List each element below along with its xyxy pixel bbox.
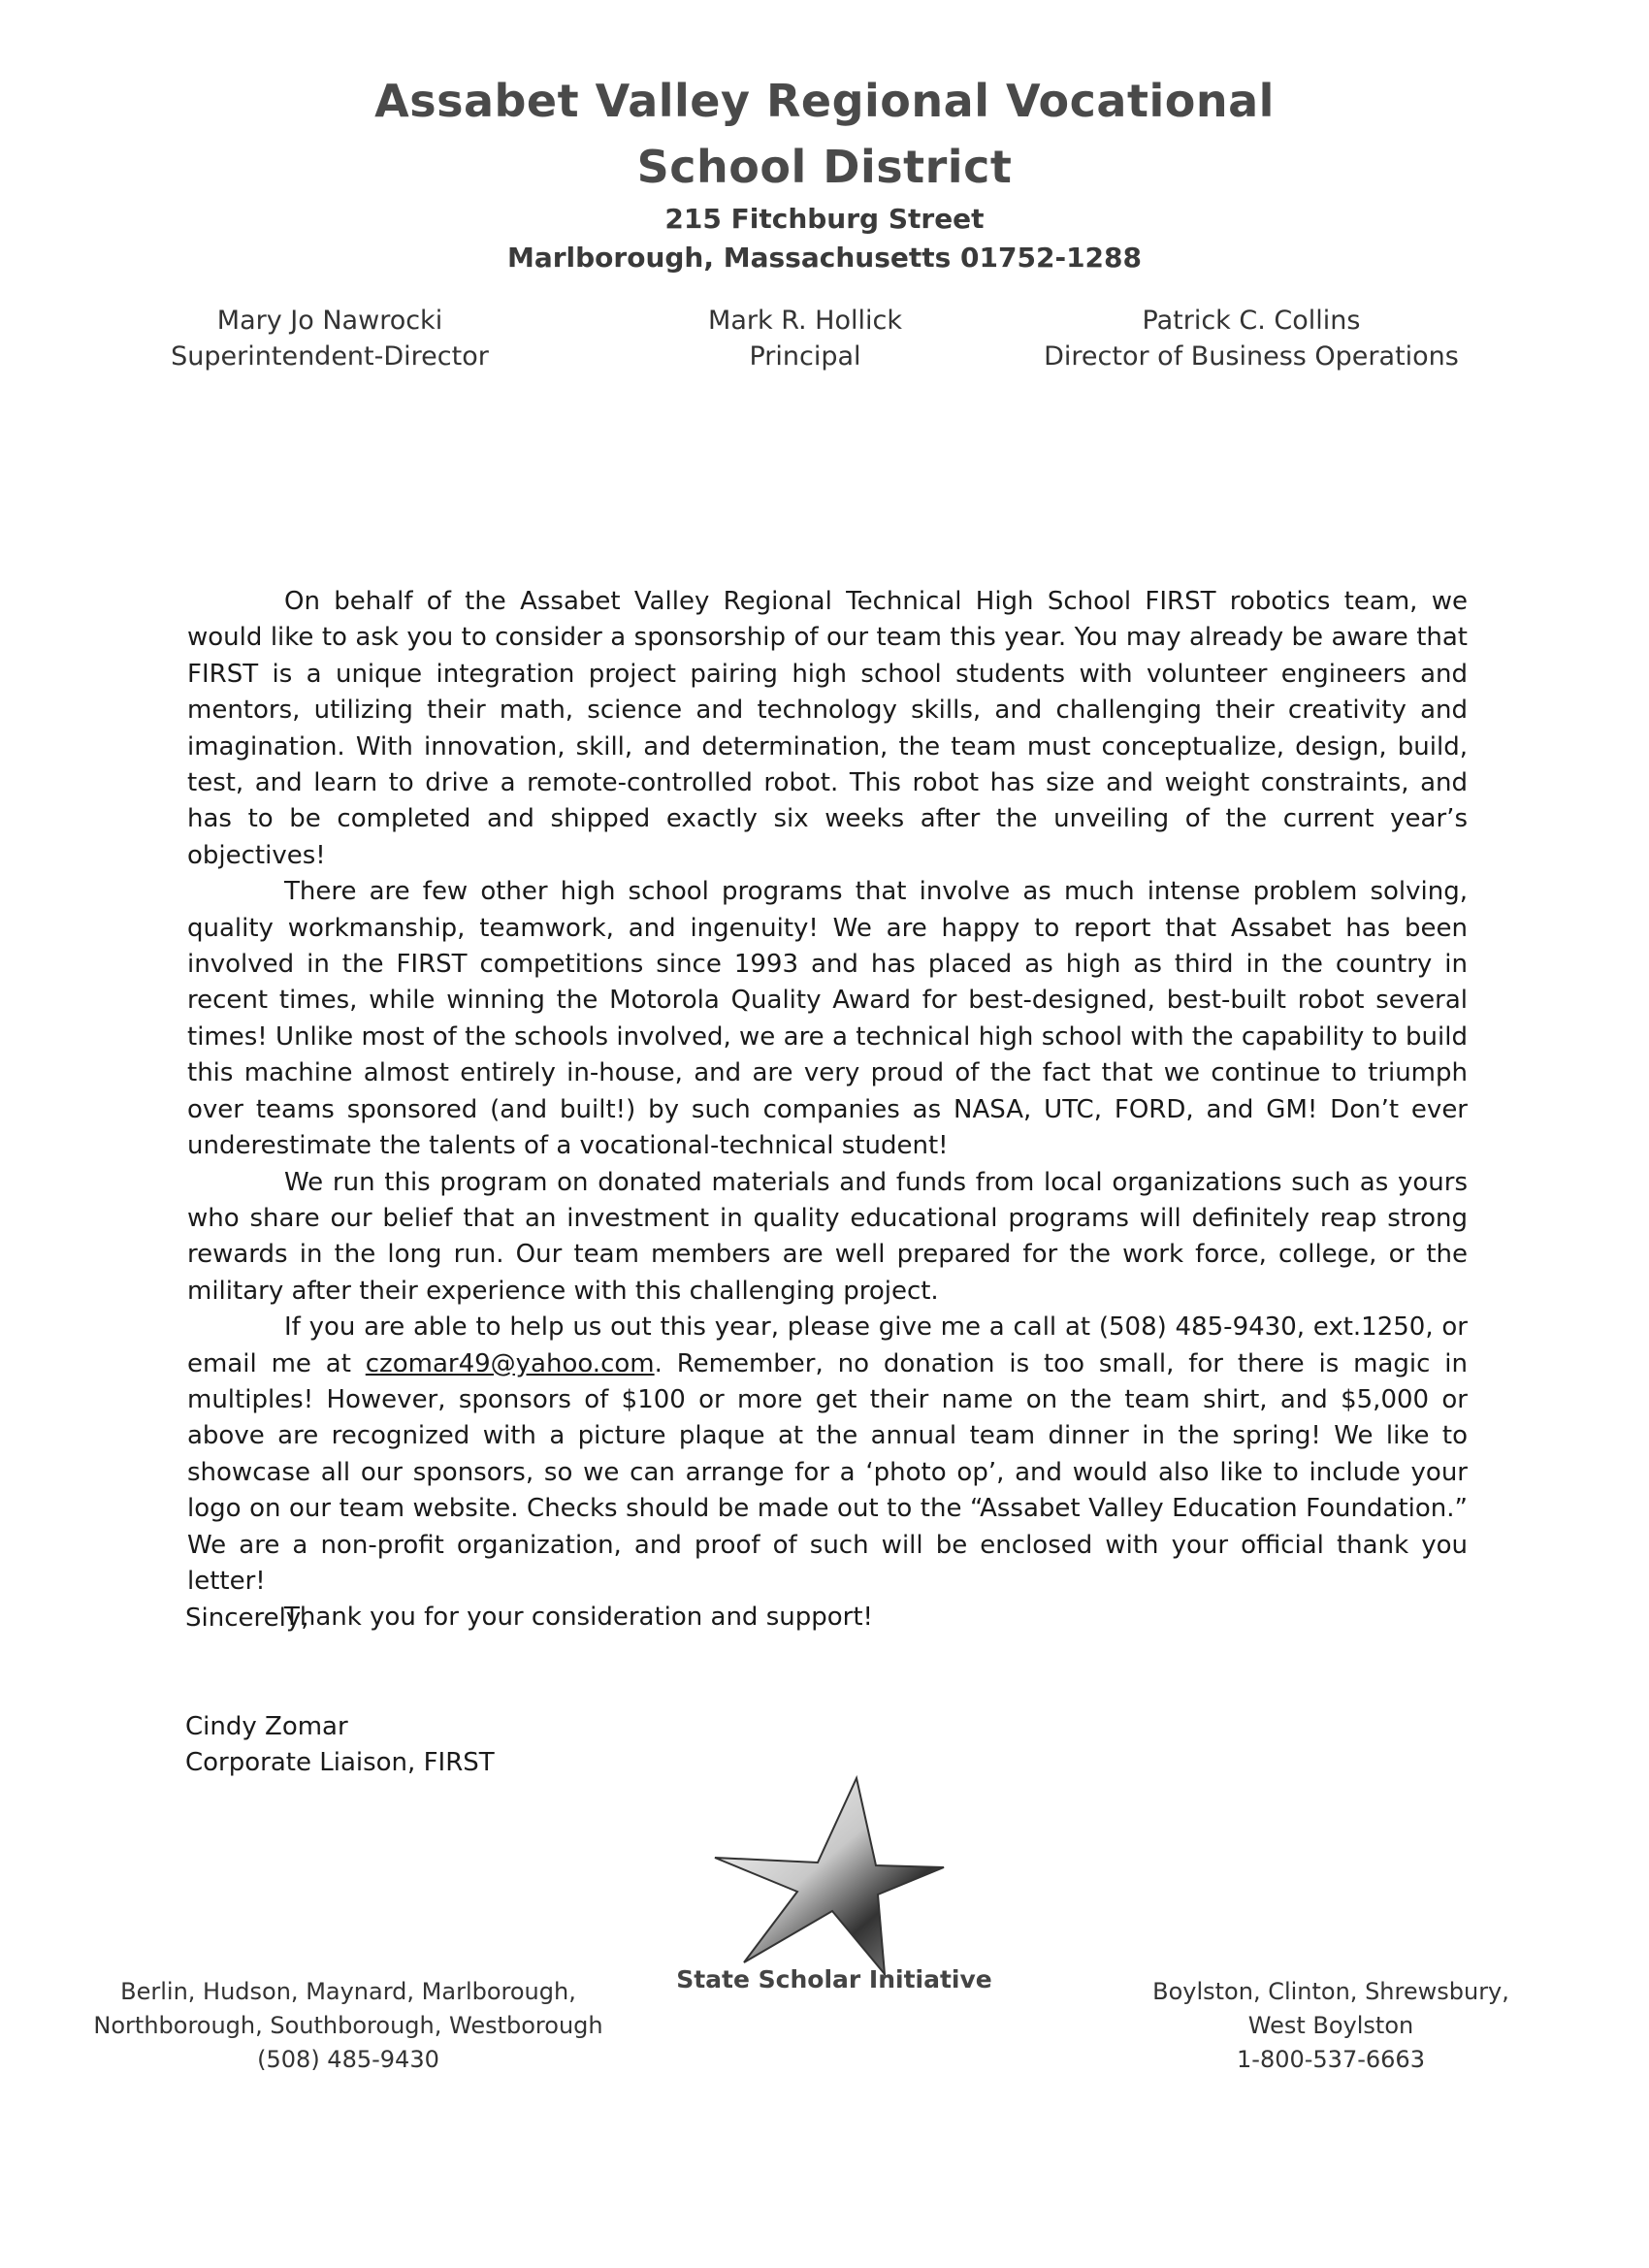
paragraph-5: Thank you for your consideration and support!: [284, 1603, 873, 1633]
footer-left: [57, 1975, 639, 2077]
footer-left-phone: (508) 485-9430: [257, 2046, 439, 2073]
closing: Sincerely,: [185, 1604, 309, 1633]
official-superintendent: [58, 303, 601, 374]
seal-label: State Scholar Initiative: [676, 1965, 992, 1993]
official-title: Superintendent-Director: [171, 341, 489, 372]
city-address: Marlborough, Massachusetts 01752-1288: [506, 242, 1143, 274]
district-name-line1: Assabet Valley Regional Vocational: [374, 75, 1275, 127]
footer-right-towns-2: West Boylston: [1247, 2012, 1414, 2039]
footer-left-towns-2: Northborough, Southborough, Westborough: [93, 2012, 603, 2039]
paragraph-1: On behalf of the Assabet Valley Regional Technical High School FIRST robotics team, we would like to ask you to consider a sponsorship of our team this year. You may already be aware that FIRST is a unique integration project pairing high school students with volunteer engineers and mentors, utilizing their math, science and technology skills, and challenging their creativity and imagination. With innovation, skill, and determination, the team must conceptualize, design, build, test, and learn to drive a remote-controlled robot. This robot has size and weight constraints, and has to be completed and shipped exactly six weeks after the unveiling of the current year’s objectives!: [187, 587, 1468, 870]
official-title: Principal: [749, 341, 861, 372]
paragraph-4-end: . Remember, no donation is too small, for there is magic in multiples! However, sponsors of $100 or more get their name on the team shirt, and $5,000 or above are recognized with a picture plaque at the annual team dinner in the spring! We like to showcase all our sponsors, so we can arrange for a ‘photo op’, and would also like to include your logo on our team website. Checks should be made out to the “Assabet Valley Education Foundation.” We are a non-profit organization, and proof of such will be enclosed with your official thank you letter!: [187, 1348, 1468, 1596]
signature-block: [185, 1709, 495, 1781]
official-business-director: [980, 303, 1523, 374]
official-name: Patrick C. Collins: [1142, 306, 1361, 336]
official-name: Mark R. Hollick: [708, 306, 902, 336]
paragraph-3: We run this program on donated materials and funds from local organizations such as yours who share our belief that an investment in quality educational programs will definitely reap strong rewards in the long run. Our team members are well prepared for the work force, college, or the military after their experience with this challenging project.: [187, 1167, 1468, 1306]
paragraph-4: [187, 1310, 1468, 1600]
official-title: Director of Business Operations: [1044, 341, 1459, 372]
signer-title: Corporate Liaison, FIRST: [185, 1748, 495, 1777]
footer-right-phone: 1-800-537-6663: [1237, 2046, 1425, 2073]
signer-name: Cindy Zomar: [185, 1712, 348, 1741]
email-link[interactable]: czomar49@yahoo.com: [365, 1348, 655, 1378]
official-name: Mary Jo Nawrocki: [216, 306, 443, 336]
paragraph-2: There are few other high school programs that involve as much intense problem solving, quality workmanship, teamwork, and ingenuity! We are happy to report that Assabet has been involved in the FIRST competitions since 1993 and has placed as high as third in the country in recent times, while winning the Motorola Quality Award for best-designed, best-built robot several times! Unlike most of the schools involved, we are a technical high school with the capability to build this machine almost entirely in-house, and are very proud of the fact that we continue to triumph over teams sponsored (and built!) by such companies as NASA, UTC, FORD, and GM! Don’t ever underestimate the talents of a vocational-technical student!: [187, 877, 1468, 1161]
district-name-line2: School District: [636, 141, 1013, 193]
footer-right: [1040, 1975, 1622, 2077]
paragraph-4-start: If you are able to help us out this year, please give me a call at (508) 485-9430, ext.1250, or email me at: [187, 1312, 1468, 1378]
letter-body: [187, 584, 1468, 1636]
street-address: 215 Fitchburg Street: [664, 203, 985, 235]
letterhead: [0, 68, 1649, 277]
footer-left-towns-1: Berlin, Hudson, Maynard, Marlborough,: [120, 1978, 576, 2005]
footer-right-towns-1: Boylston, Clinton, Shrewsbury,: [1152, 1978, 1509, 2005]
